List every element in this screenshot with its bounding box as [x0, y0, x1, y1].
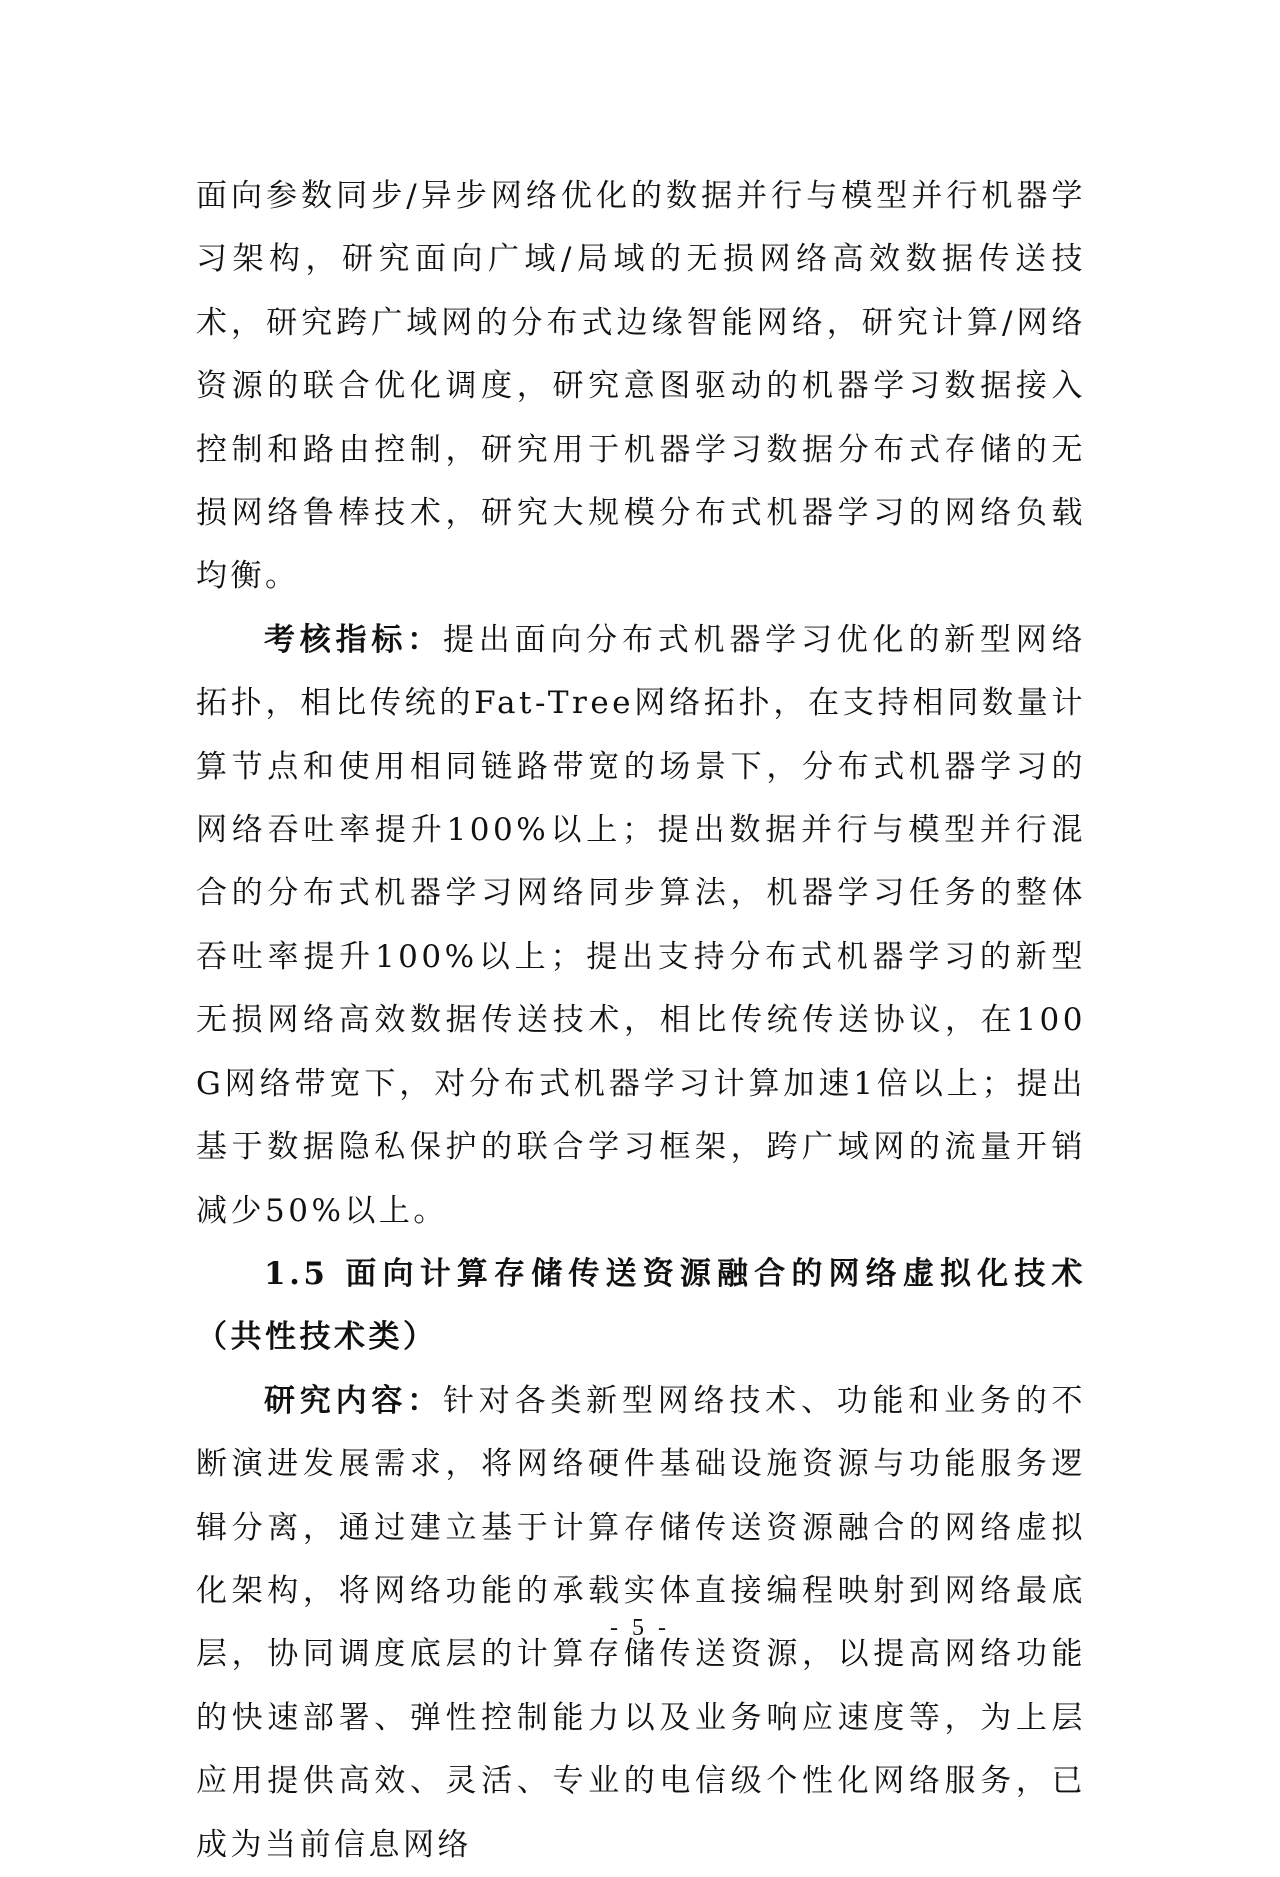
assessment-indicators-label: 考核指标：	[264, 621, 443, 658]
section-heading: 1.5 面向计算存储传送资源融合的网络虚拟化技术（共性技术类）	[196, 1255, 1086, 1356]
assessment-indicators-paragraph	[196, 609, 1086, 1243]
assessment-indicators-text: 提出面向分布式机器学习优化的新型网络拓扑，相比传统的Fat-Tree网络拓扑，在支持相同数量计算节点和使用相同链路带宽的场景下，分布式机器学习的网络吞吐率提升100%以上；提出数据并行与模型并行混合的分布式机器学习网络同步算法，机器学习任务的整体吞吐率提升100%以上；提出支持分布式机器学习的新型无损网络高效数据传送技术，相比传统传送协议，在100G网络带宽下，对分布式机器学习计算加速1倍以上；提出基于数据隐私保护的联合学习框架，跨广域网的流量开销减少50%以上。	[196, 621, 1087, 1229]
page-number: - 5 -	[610, 1615, 670, 1641]
research-content-continuation	[196, 165, 1086, 609]
research-content-label: 研究内容：	[264, 1382, 443, 1419]
research-content-text: 针对各类新型网络技术、功能和业务的不断演进发展需求，将网络硬件基础设施资源与功能服务逻辑分离，通过建立基于计算存储传送资源融合的网络虚拟化架构，将网络功能的承载实体直接编程映射到网络最底层，协同调度底层的计算存储传送资源，以提高网络功能的快速部署、弹性控制能力以及业务响应速度等，为上层应用提供高效、灵活、专业的电信级个性化网络服务，已成为当前信息网络	[196, 1382, 1087, 1863]
paragraph-text: 面向参数同步/异步网络优化的数据并行与模型并行机器学习架构，研究面向广域/局域的无损网络高效数据传送技术，研究跨广域网的分布式边缘智能网络，研究计算/网络资源的联合优化调度，研究意图驱动的机器学习数据接入控制和路由控制，研究用于机器学习数据分布式存储的无损网络鲁棒技术，研究大规模分布式机器学习的网络负载均衡。	[196, 178, 1086, 595]
